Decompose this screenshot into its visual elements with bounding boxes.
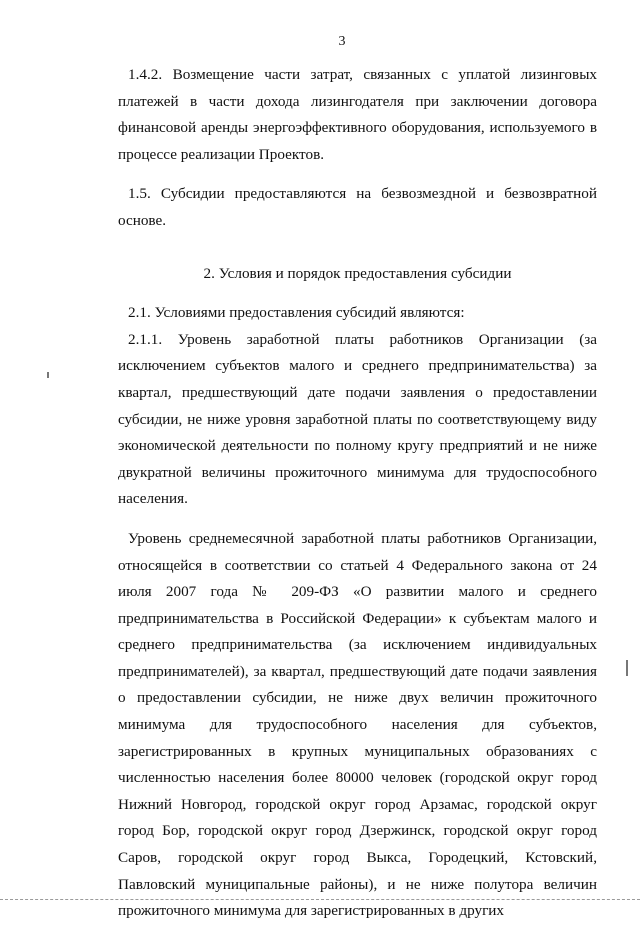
scan-speck xyxy=(47,372,49,378)
scan-edge-line xyxy=(0,899,640,900)
page-number: 3 xyxy=(338,34,346,49)
paragraph-2-1-1: 2.1.1. Уровень заработной платы работников Организации (за исключением субъектов малого и среднего предпринимательства) за квартал, предшествующий дате подачи заявления о предоставлении субсидии, не ниже уровня заработной платы по соответствующему виду экономической деятельности по полному кругу предприятий и не ниже двукратной величины прожиточного минимума для трудоспособного населения. xyxy=(118,330,597,508)
section-heading: 2. Условия и порядок предоставления субсидии xyxy=(203,264,512,282)
document-body xyxy=(118,62,597,925)
paragraph-wage-level: Уровень среднемесячной заработной платы работников Организации, относящейся в соответствии со статьей 4 Федерального закона от 24 июля 2007 года № 209-ФЗ «О развитии малого и среднего предпринимательства в Российской Федерации» к субъектам малого и среднего предпринимательства (за исключением индивидуальных предпринимателей), за квартал, предшествующий дате подачи заявления о предоставлении субсидии, не ниже двух величин прожиточного минимума для трудоспособного населения для субъектов, зарегистрированных в крупных муниципальных образованиях с численностью населения более 80000 человек (городской округ город Нижний Новгород, городской округ город Арзамас, городской округ город Бор, городской округ город Дзержинск, городской округ город Саров, городской округ город Выкса, Городецкий, Кстовский, Павловский муниципальные районы), и не ниже полутора величин прожиточного минимума для зарегистрированных в других xyxy=(118,529,597,920)
paragraph-2-1: 2.1. Условиями предоставления субсидий являются: xyxy=(128,304,465,322)
scan-speck xyxy=(626,660,628,676)
paragraph-1-4-2: 1.4.2. Возмещение части затрат, связанных с уплатой лизинговых платежей в части дохода лизингодателя при заключении договора финансовой аренды энергоэффективного оборудования, используемого в процессе реализации Проектов. xyxy=(118,66,597,163)
paragraph-1-5: 1.5. Субсидии предоставляются на безвозмездной и безвозвратной основе. xyxy=(118,185,597,229)
